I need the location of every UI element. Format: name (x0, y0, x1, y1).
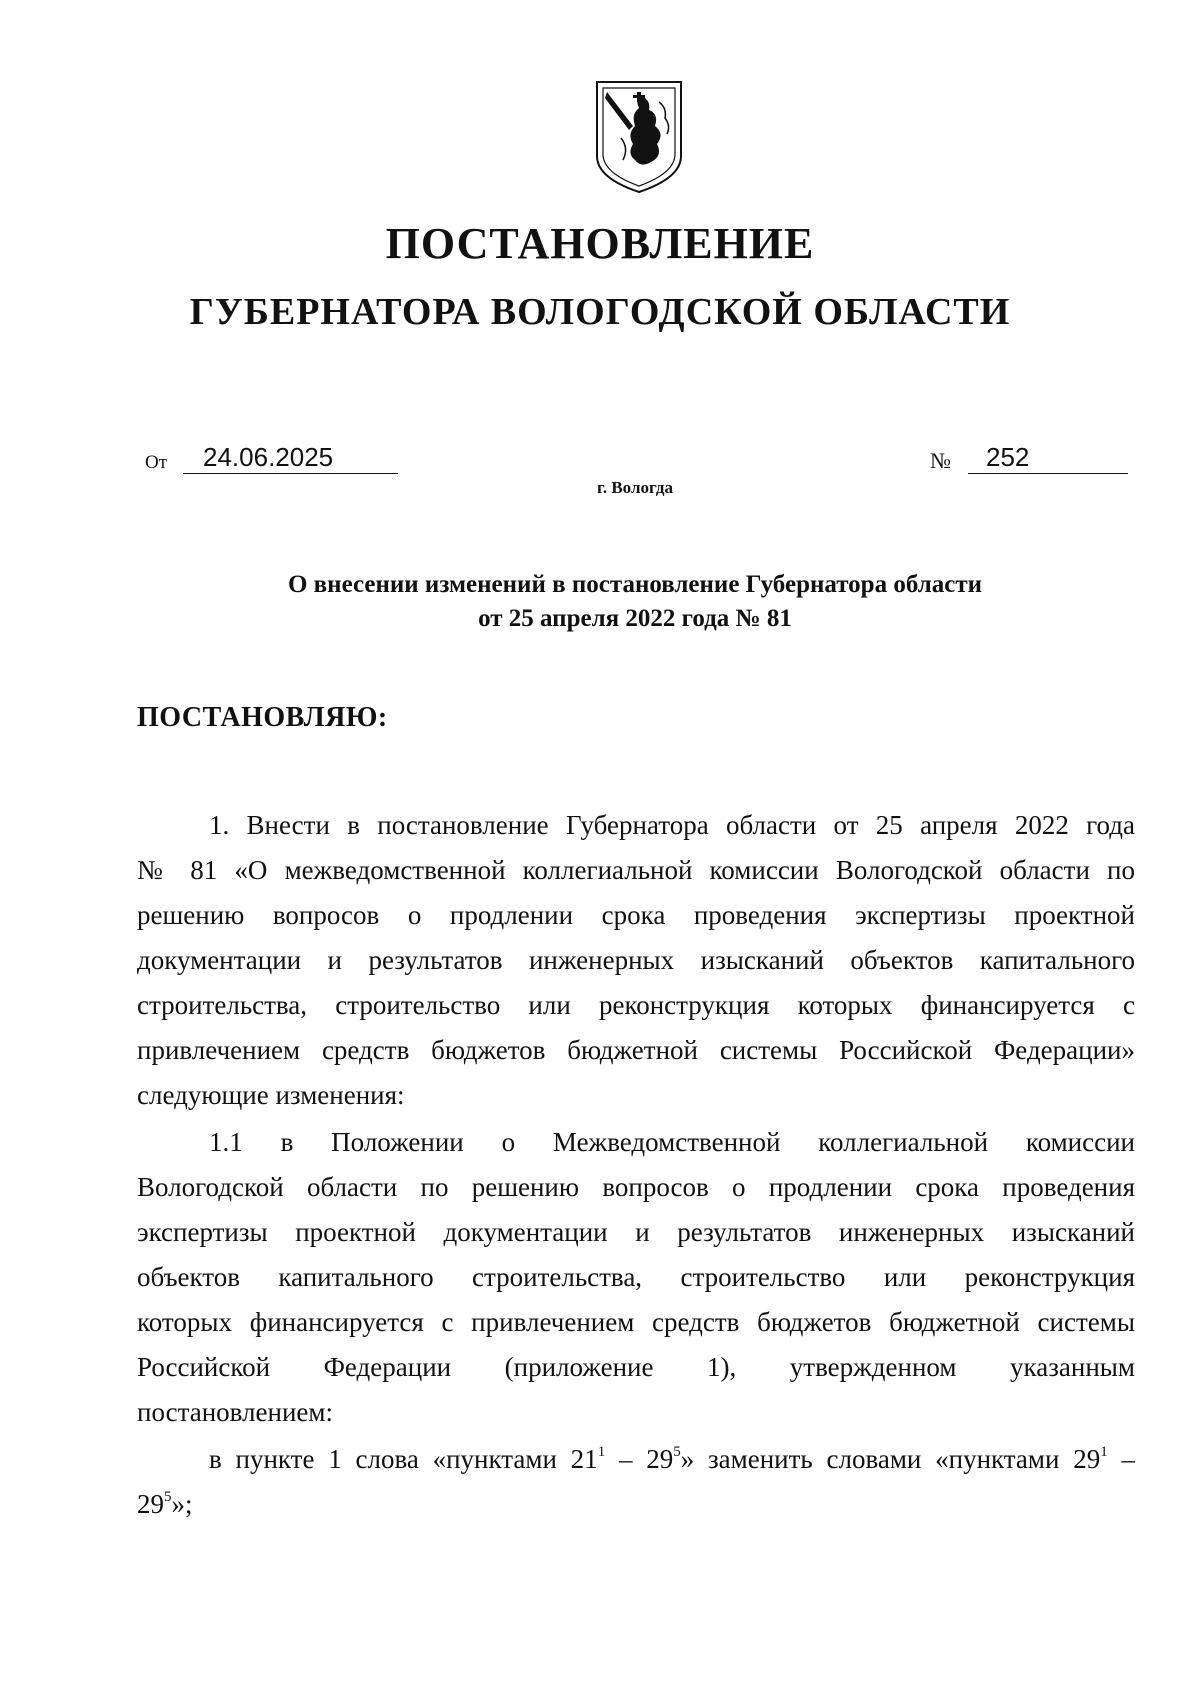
paragraph-line: документации и результатов инженерных изысканий объектов капитального (137, 945, 1135, 975)
document-type-title: ПОСТАНОВЛЕНИЕ (385, 219, 815, 268)
paragraph-line: Российской Федерации (приложение 1), утвержденном указанным (137, 1352, 1135, 1382)
paragraph-line: решению вопросов о продлении срока проведения экспертизы проектной (137, 900, 1135, 930)
paragraph-line: экспертизы проектной документации и результатов инженерных изысканий (137, 1217, 1135, 1247)
text-fragment: – (1107, 1444, 1136, 1474)
paragraph-3 (137, 1437, 1135, 1527)
document-date: 24.06.2025 (183, 440, 398, 474)
superscript: 5 (673, 1444, 681, 1460)
date-prefix: От (145, 452, 168, 473)
city-label: г. Вологда (597, 478, 673, 497)
paragraph-line: строительства, строительство или реконструкция которых финансируется с (137, 990, 1135, 1020)
paragraph-line: следующие изменения: (137, 1080, 405, 1110)
document-number: 252 (968, 440, 1128, 474)
paragraph-2 (137, 1120, 1135, 1435)
superscript: 1 (1100, 1444, 1108, 1460)
paragraph-line: 1.1 в Положении о Межведомственной коллегиальной комиссии (209, 1127, 1135, 1157)
paragraph-line: № 81 «О межведомственной коллегиальной комиссии Вологодской области по (137, 855, 1135, 885)
superscript: 1 (597, 1444, 606, 1460)
paragraph-line: постановлением: (137, 1397, 333, 1427)
issuer-title: ГУБЕРНАТОРА ВОЛОГОДСКОЙ ОБЛАСТИ (189, 291, 1011, 333)
paragraph-line (137, 1482, 1135, 1527)
subject-line-2: от 25 апреля 2022 года № 81 (478, 605, 792, 632)
text-fragment: »; (171, 1489, 193, 1519)
paragraph-line: привлечением средств бюджетов бюджетной системы Российской Федерации» (137, 1035, 1135, 1065)
subject-line-1: О внесении изменений в постановление Губернатора области (287, 571, 983, 598)
coat-of-arms-emblem (593, 78, 685, 196)
resolve-heading: ПОСТАНОВЛЯЮ: (137, 702, 388, 733)
paragraph-line: объектов капитального строительства, строительство или реконструкция (137, 1262, 1135, 1292)
paragraph-line: которых финансируется с привлечением средств бюджетов бюджетной системы (137, 1307, 1135, 1337)
number-prefix: № (930, 448, 951, 473)
superscript: 5 (164, 1489, 172, 1505)
text-fragment: в пункте 1 слова «пунктами 21 (209, 1444, 598, 1474)
text-fragment: » заменить словами «пунктами 29 (680, 1444, 1101, 1474)
text-fragment: 29 (137, 1489, 164, 1519)
paragraph-1 (137, 803, 1135, 1118)
paragraph-line: Вологодской области по решению вопросов о продлении срока проведения (137, 1172, 1135, 1202)
text-fragment: – 29 (605, 1444, 674, 1474)
paragraph-line (137, 1437, 1135, 1482)
paragraph-line: 1. Внести в постановление Губернатора области от 25 апреля 2022 года (209, 810, 1135, 840)
